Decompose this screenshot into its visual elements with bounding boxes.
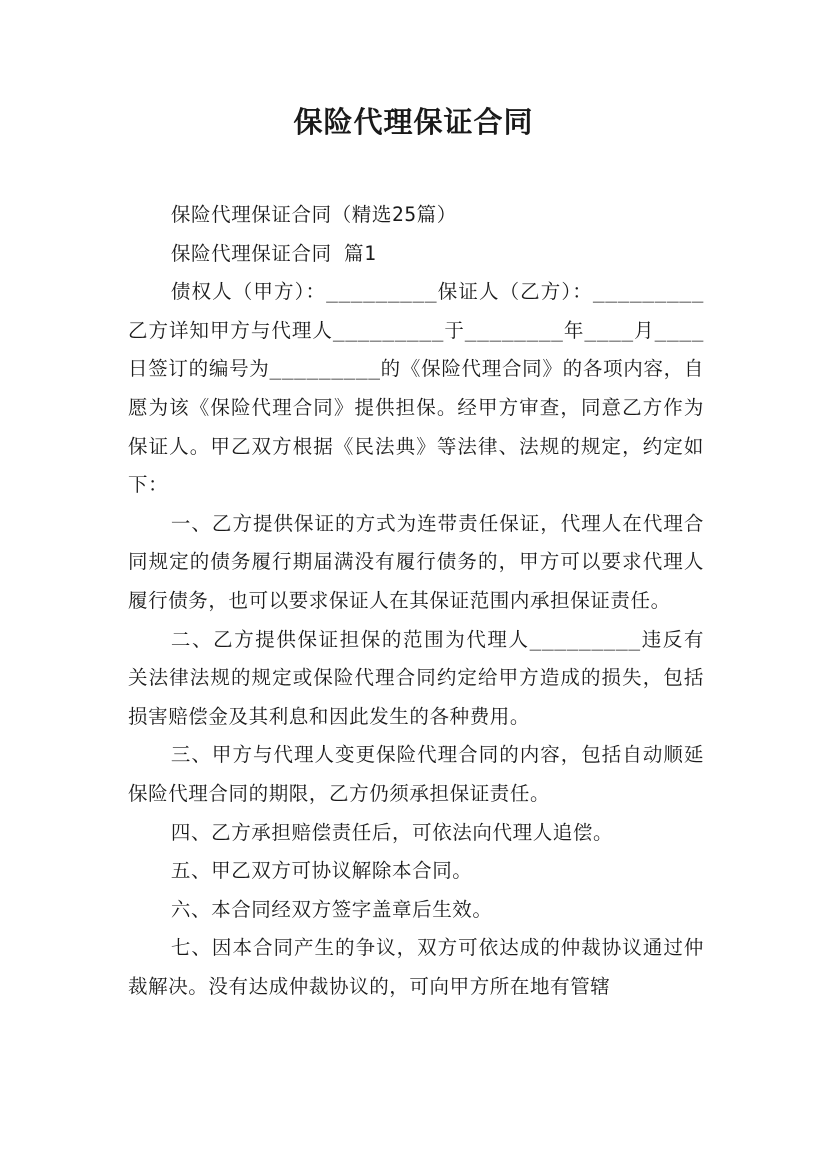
paragraph-subtitle: 保险代理保证合同（精选25篇） <box>170 203 457 226</box>
paragraph-clause-2: 二、乙方提供保证担保的范围为代理人_________违反有关法律法规的规定或保险代理合同约定给甲方造成的损失，包括损害赔偿金及其利息和因此发生的各种费用。 <box>128 627 704 728</box>
document-body <box>128 196 704 1006</box>
paragraph-clause-4: 四、乙方承担赔偿责任后，可依法向代理人追偿。 <box>170 820 614 844</box>
paragraph-section-heading: 保险代理保证合同 篇1 <box>170 241 377 265</box>
paragraph-clause-3: 三、甲方与代理人变更保险代理合同的内容，包括自动顺延保险代理合同的期限，乙方仍须承担保证责任。 <box>128 743 704 805</box>
paragraph-parties: 债权人（甲方）：_________保证人（乙方）：_________乙方详知甲方与代理人_________于________年____月____日签订的编号为_________的《保险代理合同》的各项内容，自愿为该《保险代理合同》提供担保。经甲方审查，同意乙方作为保证人。甲乙双方根据《民法典》等法律、法规的规定，约定如下： <box>128 280 704 497</box>
paragraph-clause-1: 一、乙方提供保证的方式为连带责任保证，代理人在代理合同规定的债务履行期届满没有履行债务的，甲方可以要求代理人履行债务，也可以要求保证人在其保证范围内承担保证责任。 <box>128 511 704 612</box>
paragraph-clause-5: 五、甲乙双方可协议解除本合同。 <box>170 859 473 883</box>
paragraph-clause-6: 六、本合同经双方签字盖章后生效。 <box>170 897 493 921</box>
document-title: 保险代理保证合同 <box>293 105 534 139</box>
paragraph-clause-7: 七、因本合同产生的争议，双方可依达成的仲裁协议通过仲裁解决。没有达成仲裁协议的，可向甲方所在地有管辖 <box>128 936 704 998</box>
